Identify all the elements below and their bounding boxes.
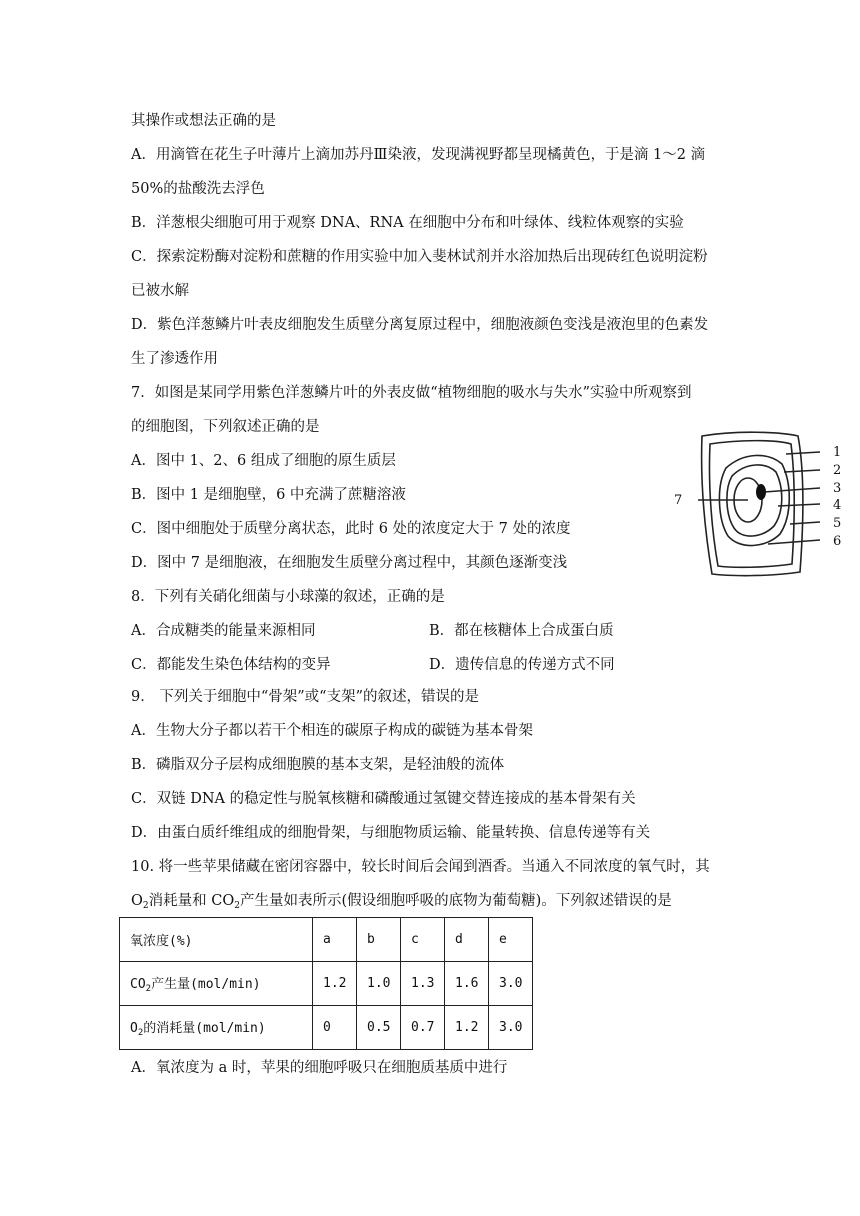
q7-option-b: B．图中 1 是细胞壁，6 中充满了蔗糖溶液 <box>131 487 406 503</box>
option-a-line-cont: 50%的盐酸洗去浮色 <box>131 181 265 197</box>
co2-subscript: 2 <box>234 901 240 911</box>
pointer-line <box>786 452 820 454</box>
oxygen-table <box>119 917 533 1050</box>
option-d-line: D．紫色洋葱鳞片叶表皮细胞发生质壁分离复原过程中，细胞液颜色变浅是液泡里的色素发 <box>131 317 709 333</box>
q8-option-b: B．都在核糖体上合成蛋白质 <box>429 623 614 639</box>
q10-option-a: A．氧浓度为 a 时，苹果的细胞呼吸只在细胞质基质中进行 <box>131 1060 508 1076</box>
table-cell: 0.7 <box>401 1006 445 1050</box>
o2-label-pre: O <box>130 1021 138 1036</box>
q8-option-c: C．都能发生染色体结构的变异 <box>131 657 331 673</box>
table-header-cell: a <box>313 918 357 962</box>
question-10-stem: 10. 将一些苹果储藏在密闭容器中，较长时间后会闻到酒香。当通入不同浓度的氧气时，其 <box>131 859 710 875</box>
table-cell: 1.2 <box>445 1006 489 1050</box>
pointer-line <box>764 488 820 492</box>
q9-option-b: B．磷脂双分子层构成细胞膜的基本支架，是轻油般的流体 <box>131 757 505 773</box>
text-line: 其操作或想法正确的是 <box>131 113 276 129</box>
q8-options-row-2 <box>131 655 731 675</box>
table-header-cell: d <box>445 918 489 962</box>
q10-mid-text: 消耗量和 CO <box>148 893 235 909</box>
pointer-line <box>778 504 820 506</box>
q9-option-a: A．生物大分子都以若干个相连的碳原子构成的碳链为基本骨架 <box>131 723 533 739</box>
o2-label-sub: 2 <box>137 1028 144 1038</box>
co2-label-pre: CO <box>130 977 146 992</box>
q7-option-d: D．图中 7 是细胞液，在细胞发生质壁分离过程中，其颜色逐渐变浅 <box>131 555 568 571</box>
option-b-line: B．洋葱根尖细胞可用于观察 DNA、RNA 在细胞中分布和叶绿体、线粒体观察的实验 <box>131 215 684 231</box>
table-header-cell: c <box>401 918 445 962</box>
figure-label: 7 <box>674 493 683 508</box>
figure-label: 6 <box>833 534 842 549</box>
question-8-stem: 8．下列有关硝化细菌与小球藻的叙述，正确的是 <box>131 589 445 605</box>
o2-subscript: 2 <box>142 901 149 911</box>
q9-option-c: C．双链 DNA 的稳定性与脱氧核糖和磷酸通过氢键交替连接成的基本骨架有关 <box>131 791 636 807</box>
table-cell: 1.0 <box>357 962 401 1006</box>
figure-label: 4 <box>833 498 842 513</box>
table-cell: 3.0 <box>489 962 533 1006</box>
q8-options-row-1 <box>131 621 731 641</box>
q7-option-c: C．图中细胞处于质壁分离状态，此时 6 处的浓度定大于 7 处的浓度 <box>131 521 571 537</box>
figure-label: 5 <box>833 516 842 531</box>
o2-row-label <box>120 1006 313 1050</box>
q10-rest-text: 产生量如表所示(假设细胞呼吸的底物为葡萄糖)。下列叙述错误的是 <box>239 893 672 909</box>
plant-cell-diagram <box>668 428 852 580</box>
co2-label-sub: 2 <box>145 984 152 994</box>
option-c-line: C．探索淀粉酶对淀粉和蔗糖的作用实验中加入斐林试剂并水浴加热后出现砖红色说明淀粉 <box>131 249 708 265</box>
option-c-line-cont: 已被水解 <box>131 283 189 299</box>
table-row <box>120 962 533 1006</box>
figure-label: 1 <box>833 445 842 460</box>
q8-option-a: A．合成糖类的能量来源相同 <box>131 623 316 639</box>
question-9-stem: 9． 下列关于细胞中“骨架”或“支架”的叙述，错误的是 <box>131 689 479 705</box>
option-d-line-cont: 生了渗透作用 <box>131 351 218 367</box>
co2-row-label <box>120 962 313 1006</box>
nucleus <box>756 484 766 500</box>
table-header-cell: b <box>357 918 401 962</box>
pointer-line <box>784 470 820 472</box>
figure-label: 3 <box>833 481 842 496</box>
o2-label: O <box>131 893 143 909</box>
q8-option-d: D．遗传信息的传递方式不同 <box>429 657 615 673</box>
figure-label: 2 <box>833 463 842 478</box>
table-header-label: 氧浓度(%) <box>120 918 313 962</box>
table-cell: 3.0 <box>489 1006 533 1050</box>
table-cell: 1.6 <box>445 962 489 1006</box>
option-a-line: A．用滴管在花生子叶薄片上滴加苏丹Ⅲ染液，发现满视野都呈现橘黄色，于是滴 1～2 滴 <box>131 147 706 163</box>
co2-label-post: 产生量(mol/min) <box>151 977 261 992</box>
q9-option-d: D．由蛋白质纤维组成的细胞骨架，与细胞物质运输、能量转换、信息传递等有关 <box>131 825 651 841</box>
question-10-stem-cont <box>131 891 672 916</box>
table-cell: 1.3 <box>401 962 445 1006</box>
table-header-cell: e <box>489 918 533 962</box>
o2-label-post: 的消耗量(mol/min) <box>143 1021 266 1036</box>
table-cell: 1.2 <box>313 962 357 1006</box>
question-7-stem-cont: 的细胞图，下列叙述正确的是 <box>131 419 320 435</box>
table-row <box>120 918 533 962</box>
question-7-stem: 7．如图是某同学用紫色洋葱鳞片叶的外表皮做“植物细胞的吸水与失水”实验中所观察到 <box>131 385 692 401</box>
q7-option-a: A．图中 1、2、6 组成了细胞的原生质层 <box>131 453 396 469</box>
table-cell: 0.5 <box>357 1006 401 1050</box>
table-cell: 0 <box>313 1006 357 1050</box>
table-row <box>120 1006 533 1050</box>
